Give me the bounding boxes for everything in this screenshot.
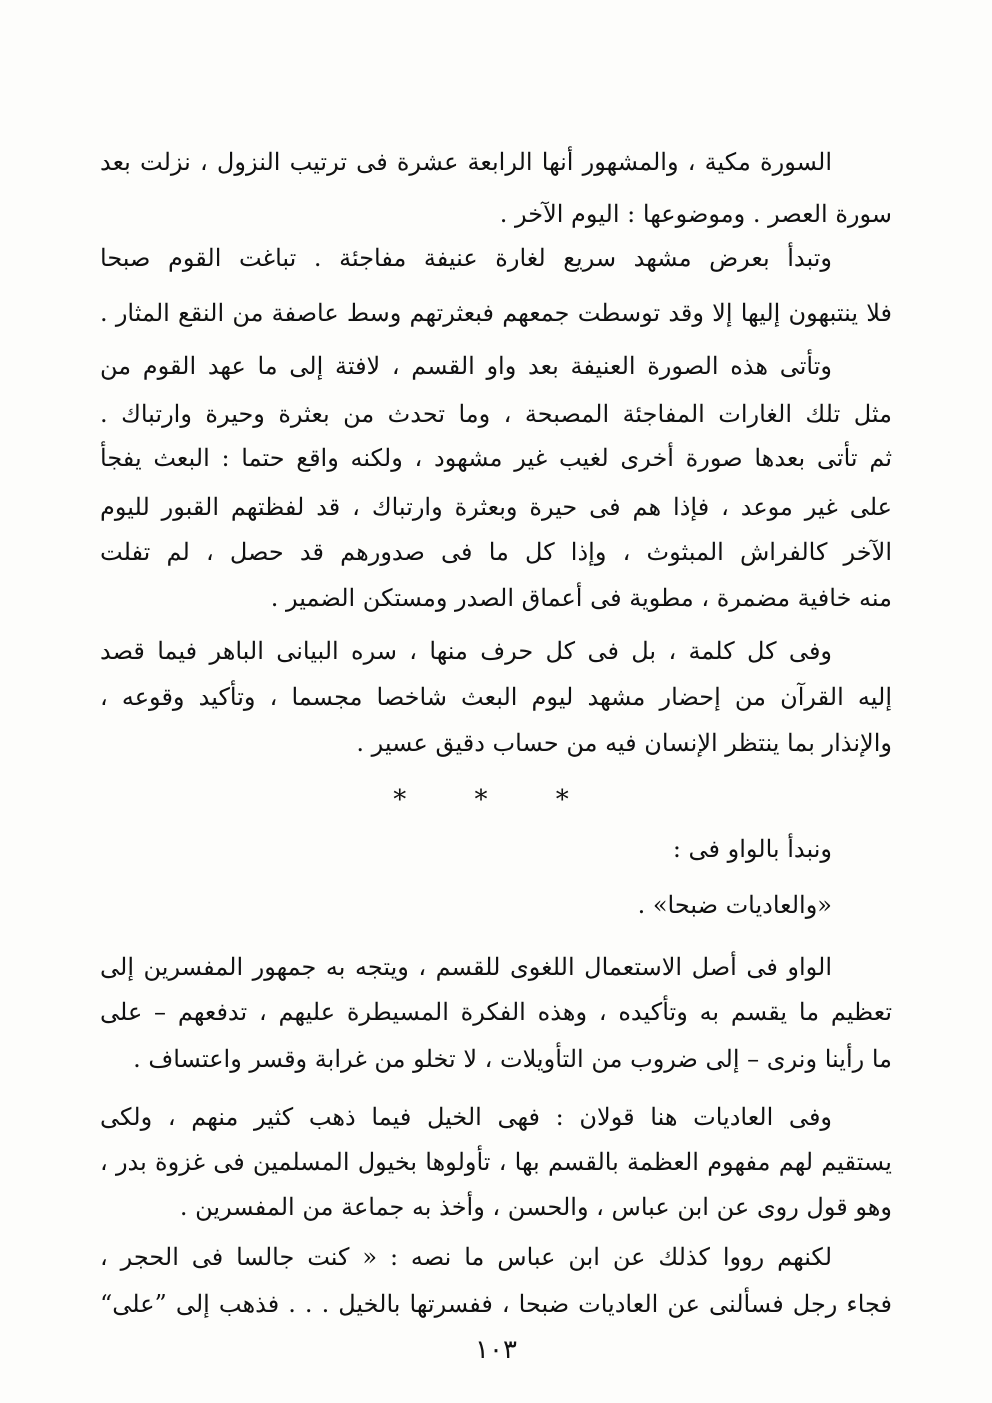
text-line: والإنذار بما ينتظر الإنسان فيه من حساب دقيق عسير . [356, 729, 892, 757]
text-line: ما رأينا ونرى – إلى ضروب من التأويلات ، لا تخلو من غرابة وقسر واعتساف . [133, 1045, 892, 1073]
text-line: وتأتى هذه الصورة العنيفة بعد واو القسم ، لافتة إلى ما عهد القوم من [100, 352, 832, 380]
text-line: فلا ينتبهون إليها إلا وقد توسطت جمعهم فبعثرتهم وسط عاصفة من النقع المثار . [100, 299, 892, 327]
text-line: على غير موعد ، فإذا هم فى حيرة وبعثرة وارتباك ، قد لفظتهم القبور لليوم [100, 493, 892, 521]
text-line: السورة مكية ، والمشهور أنها الرابعة عشرة فى ترتيب النزول ، نزلت بعد [100, 148, 832, 176]
text-line: لكنهم رووا كذلك عن ابن عباس ما نصه : « كنت جالسا فى الحجر ، [100, 1243, 832, 1271]
text-line: فجاء رجل فسألنى عن العاديات ضبحا ، ففسرتها بالخيل . . . فذهب إلى ”على“ [100, 1290, 892, 1318]
section-separator: * * * [393, 785, 599, 815]
quran-verse: «والعاديات ضبحا» . [637, 891, 832, 919]
text-line: وفى كل كلمة ، بل فى كل حرف منها ، سره البيانى الباهر فيما قصد [100, 637, 832, 665]
text-line: يستقيم لهم مفهوم العظمة بالقسم بها ، تأولوها بخيول المسلمين فى غزوة بدر ، [100, 1148, 892, 1176]
text-line: الآخر كالفراش المبثوث ، وإذا كل ما فى صدورهم قد حصل ، لم تفلت [100, 538, 892, 566]
page-number: ١٠٣ [475, 1335, 517, 1365]
text-line: منه خافية مضمرة ، مطوية فى أعماق الصدر ومستكن الضمير . [270, 584, 892, 612]
text-line: إليه القرآن من إحضار مشهد ليوم البعث شاخصا مجسما ، وتأكيد وقوعه ، [100, 683, 892, 711]
text-line: تعظيم ما يقسم به وتأكيده ، وهذه الفكرة المسيطرة عليهم ، تدفعهم – على [100, 998, 892, 1026]
text-line: وتبدأ بعرض مشهد سريع لغارة عنيفة مفاجئة . تباغت القوم صبحا [100, 244, 832, 272]
text-line: وفى العاديات هنا قولان : فهى الخيل فيما ذهب كثير منهم ، ولكى [100, 1103, 832, 1131]
text-line: وهو قول روى عن ابن عباس ، والحسن ، وأخذ به جماعة من المفسرين . [179, 1193, 892, 1221]
text-line: الواو فى أصل الاستعمال اللغوى للقسم ، ويتجه به جمهور المفسرين إلى [100, 953, 832, 981]
text-line: سورة العصر . وموضوعها : اليوم الآخر . [499, 200, 892, 228]
text-line: ثم تأتى بعدها صورة أخرى لغيب غير مشهود ، ولكنه واقع حتما : البعث يفجأ [100, 444, 892, 472]
text-line: مثل تلك الغارات المفاجئة المصبحة ، وما تحدث من بعثرة وحيرة وارتباك . [100, 400, 892, 428]
text-line: ونبدأ بالواو فى : [672, 835, 832, 863]
